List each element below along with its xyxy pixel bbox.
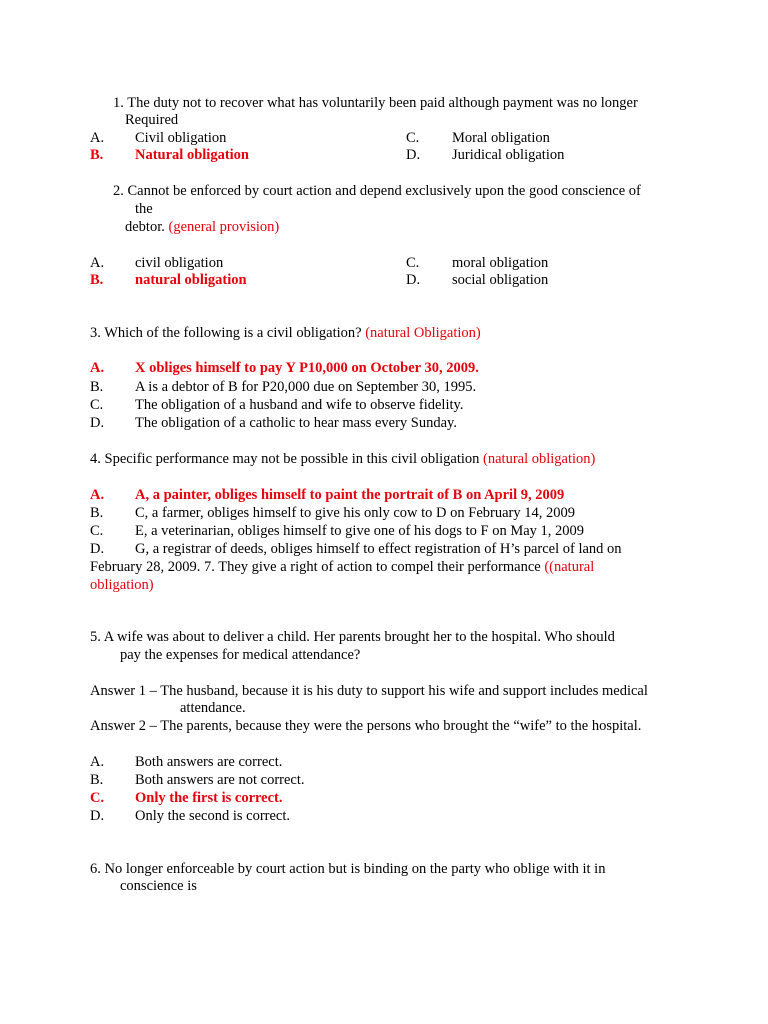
q5-answer-2: Answer 2 – The parents, because they were the persons who brought the “wife” to the hospital.: [90, 718, 642, 734]
q2-stem-line-3: [125, 219, 279, 236]
q4-d-note-2: obligation): [90, 577, 154, 593]
q5-option-a-letter: A.: [90, 754, 105, 770]
q4-option-b-letter: B.: [90, 505, 104, 521]
q3-option-c-text: The obligation of a husband and wife to observe fidelity.: [135, 397, 464, 413]
q1-option-d-letter: D.: [406, 147, 421, 163]
q4-d-cont-text: February 28, 2009. 7. They give a right of action to compel their performance: [90, 559, 541, 575]
q1-option-c-text: Moral obligation: [452, 130, 550, 146]
q1-stem-line-1: 1. The duty not to recover what has voluntarily been paid although payment was no longer: [113, 95, 638, 111]
q3-option-d-text: The obligation of a catholic to hear mass every Sunday.: [135, 415, 457, 431]
q2-stem-line-2: the: [135, 201, 153, 217]
q3-stem: 3. Which of the following is a civil obligation?: [90, 325, 362, 341]
q4-option-a-text: A, a painter, obliges himself to paint the portrait of B on April 9, 2009: [135, 487, 565, 503]
q5-answer-1-line-2: attendance.: [180, 700, 246, 716]
q2-option-d-text: social obligation: [452, 272, 549, 288]
q3-option-a-letter: A.: [90, 360, 105, 376]
q2-option-b-letter: B.: [90, 272, 104, 288]
q2-option-a-text: civil obligation: [135, 255, 224, 271]
q6-stem-line-2: conscience is: [120, 878, 197, 894]
q3-option-c-letter: C.: [90, 397, 104, 413]
q4-option-a-letter: A.: [90, 487, 105, 503]
q2-option-c-letter: C.: [406, 255, 420, 271]
q2-stem-line-1: 2. Cannot be enforced by court action and depend exclusively upon the good conscience of: [113, 183, 641, 199]
q2-option-b-text: natural obligation: [135, 272, 247, 288]
q5-stem-line-2: pay the expenses for medical attendance?: [120, 647, 361, 663]
q4-option-d-continuation: [90, 559, 594, 576]
q6-stem-line-1: 6. No longer enforceable by court action but is binding on the party who oblige with it in: [90, 861, 606, 877]
q3-option-d-letter: D.: [90, 415, 105, 431]
q5-option-b-letter: B.: [90, 772, 104, 788]
q1-option-b-text: Natural obligation: [135, 147, 249, 163]
q2-stem-debtor: debtor.: [125, 219, 165, 235]
q3-option-a-text: X obliges himself to pay Y P10,000 on October 30, 2009.: [135, 360, 479, 376]
q4-stem-line: [90, 451, 595, 468]
q1-option-a-text: Civil obligation: [135, 130, 227, 146]
q3-stem-line: [90, 325, 481, 342]
q5-option-c-letter: C.: [90, 790, 105, 806]
q5-answer-1-line-1: Answer 1 – The husband, because it is his duty to support his wife and support includes medical: [90, 683, 648, 699]
q2-note: (general provision): [168, 219, 280, 235]
q3-option-b-letter: B.: [90, 379, 104, 395]
q4-option-c-letter: C.: [90, 523, 104, 539]
q4-option-d-letter: D.: [90, 541, 105, 557]
q4-d-note-1: ((natural: [544, 559, 595, 575]
q4-note: (natural obligation): [483, 451, 596, 467]
q3-option-b-text: A is a debtor of B for P20,000 due on September 30, 1995.: [135, 379, 477, 395]
q2-option-a-letter: A.: [90, 255, 105, 271]
q5-option-c-text: Only the first is correct.: [135, 790, 283, 806]
q4-stem: 4. Specific performance may not be possible in this civil obligation: [90, 451, 480, 467]
q4-option-b-text: C, a farmer, obliges himself to give his only cow to D on February 14, 2009: [135, 505, 575, 521]
q1-option-b-letter: B.: [90, 147, 104, 163]
q1-stem-line-2: Required: [125, 112, 179, 128]
q5-option-d-text: Only the second is correct.: [135, 808, 291, 824]
q5-stem-line-1: 5. A wife was about to deliver a child. Her parents brought her to the hospital. Who should: [90, 629, 615, 645]
q4-option-c-text: E, a veterinarian, obliges himself to give one of his dogs to F on May 1, 2009: [135, 523, 585, 539]
q1-option-a-letter: A.: [90, 130, 105, 146]
q5-option-a-text: Both answers are correct.: [135, 754, 283, 770]
q1-option-d-text: Juridical obligation: [452, 147, 565, 163]
q5-option-b-text: Both answers are not correct.: [135, 772, 305, 788]
q3-note: (natural Obligation): [365, 325, 481, 341]
q2-option-d-letter: D.: [406, 272, 421, 288]
q4-option-d-text: G, a registrar of deeds, obliges himself to effect registration of H’s parcel of land on: [135, 541, 622, 557]
q1-option-c-letter: C.: [406, 130, 420, 146]
q2-option-c-text: moral obligation: [452, 255, 549, 271]
q5-option-d-letter: D.: [90, 808, 105, 824]
